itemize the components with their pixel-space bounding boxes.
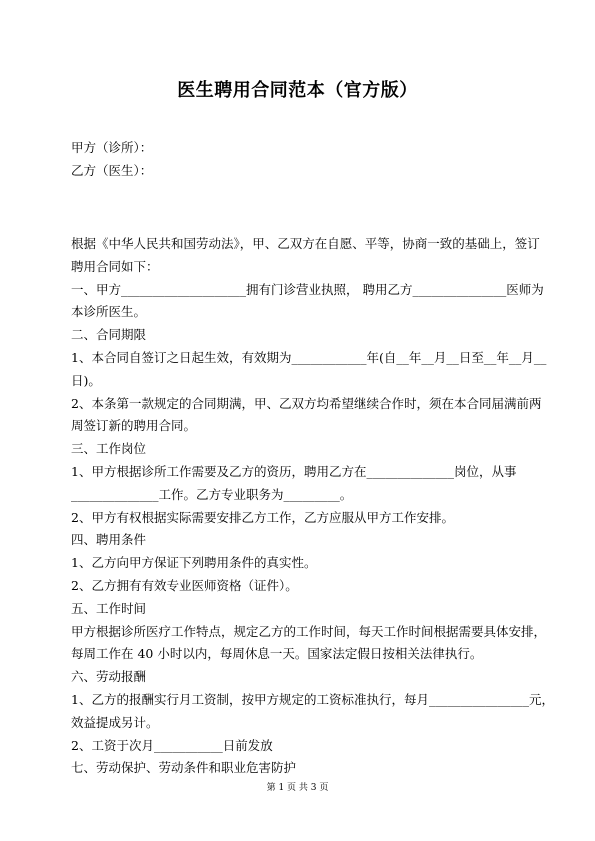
body-line: 聘用合同如下： [71,258,159,274]
body-line: 1、乙方向甲方保证下列聘用条件的真实性。 [71,555,317,571]
section-heading: 五、工作时间 [71,600,147,616]
body-line: 每周工作在 40 小时以内，每周休息一天。国家法定假日按相关法律执行。 [71,646,483,662]
body-line: 2、甲方有权根据实际需要安排乙方工作，乙方应服从甲方工作安排。 [71,509,454,525]
section-heading: 三、工作岗位 [71,441,147,457]
body-line: 效益提成另计。 [71,714,159,730]
contract-body [71,233,554,780]
party-block [71,137,526,183]
document-title: 医生聘用合同范本（官方版） [177,80,418,101]
body-line: 本诊所医生。 [71,304,147,320]
party-line-b: 乙方（医生）： [71,162,153,178]
section-heading: 二、合同期限 [71,327,147,343]
page-footer: 第 1 页 共 3 页 [266,783,329,793]
body-line: ______________工作。乙方专业职务为_________。 [71,486,353,502]
body-line: 1、甲方根据诊所工作需要及乙方的资历，聘用乙方在______________岗位，从事 [71,463,517,479]
body-line: 2、工资于次月___________日前发放 [71,737,273,753]
section-heading: 六、劳动报酬 [71,669,147,685]
body-line: 一、甲方____________________拥有门诊营业执照， 聘用乙方_______________医师为 [71,281,544,297]
party-line-a: 甲方（诊所）： [71,140,153,155]
body-line: 1、本合同自签订之日起生效，有效期为____________年(自__年__月__日至__年__月__ [71,349,547,365]
body-line: 2、乙方拥有有效专业医师资格（证件）。 [71,577,298,593]
body-line: 甲方根据诊所医疗工作特点，规定乙方的工作时间，每天工作时间根据需要具体安排， [71,623,547,639]
body-line: 周签订新的聘用合同。 [71,418,197,434]
body-line: 1、乙方的报酬实行月工资制，按甲方规定的工资标准执行，每月________________元， [71,691,554,707]
body-line: 2、本条第一款规定的合同期满，甲、乙双方均希望继续合作时，须在本合同届满前两 [71,395,542,411]
body-line: 日)。 [71,372,101,388]
body-line: 根据《中华人民共和国劳动法》，甲、乙双方在自愿、平等，协商一致的基础上，签订 [71,236,540,251]
section-heading: 四、聘用条件 [71,532,147,548]
section-heading: 七、劳动保护、劳动条件和职业危害防护 [71,760,297,776]
